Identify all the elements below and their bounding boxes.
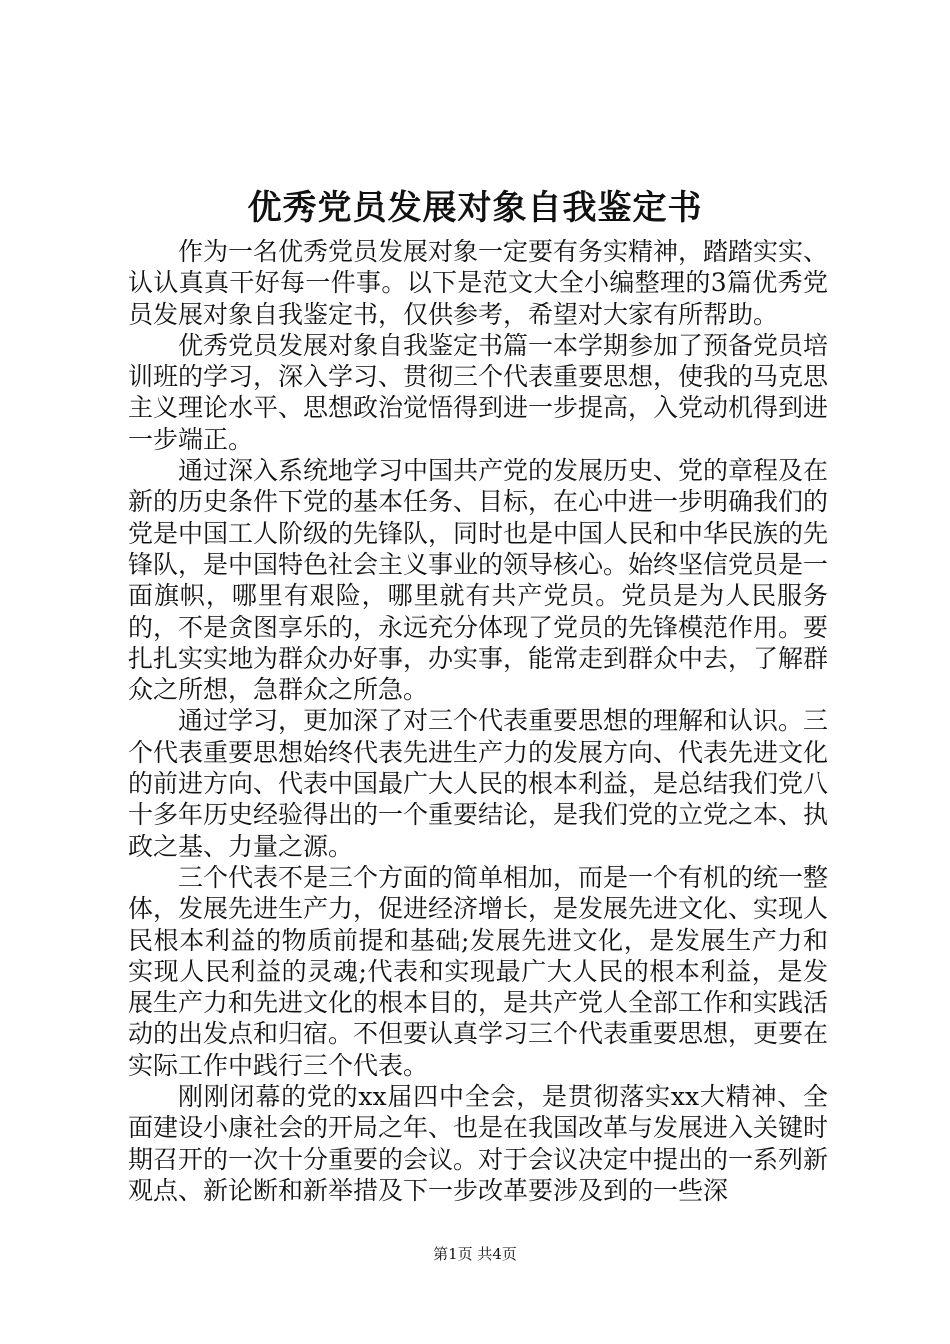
paragraph-1: 作为一名优秀党员发展对象一定要有务实精神，踏踏实实、认认真真干好每一件事。以下是范文大全小编整理的3篇优秀党员发展对象自我鉴定书，仅供参考，希望对大家有所帮助。 (128, 237, 829, 329)
document-title: 优秀党员发展对象自我鉴定书 (247, 188, 703, 228)
paragraph-6: 刚刚闭幕的党的xx届四中全会，是贯彻落实xx大精神、全面建设小康社会的开局之年、也是在我国改革与发展进入关键时期召开的一次十分重要的会议。对于会议决定中提出的一系列新观点、新论断和新举措及下一步改革要涉及到的一些深 (128, 1082, 829, 1205)
document-body (128, 236, 828, 1206)
page-number-footer: 第1页 共4页 (433, 1245, 517, 1263)
paragraph-4: 通过学习，更加深了对三个代表重要思想的理解和认识。三个代表重要思想始终代表先进生产力的发展方向、代表先进文化的前进方向、代表中国最广大人民的根本利益，是总结我们党八十多年历史经验得出的一个重要结论，是我们党的立党之本、执政之基、力量之源。 (128, 706, 829, 861)
paragraph-3: 通过深入系统地学习中国共产党的发展历史、党的章程及在新的历史条件下党的基本任务、目标，在心中进一步明确我们的党是中国工人阶级的先锋队，同时也是中国人民和中华民族的先锋队，是中国特色社会主义事业的领导核心。始终坚信党员是一面旗帜，哪里有艰险，哪里就有共产党员。党员是为人民服务的，不是贪图享乐的，永远充分体现了党员的先锋模范作用。要扎扎实实地为群众办好事，办实事，能常走到群众中去，了解群众之所想，急群众之所急。 (128, 456, 829, 705)
paragraph-2: 优秀党员发展对象自我鉴定书篇一本学期参加了预备党员培训班的学习，深入学习、贯彻三个代表重要思想，使我的马克思主义理论水平、思想政治觉悟得到进一步提高，入党动机得到进一步端正。 (128, 330, 829, 454)
paragraph-5: 三个代表不是三个方面的简单相加，而是一个有机的统一整体，发展先进生产力，促进经济增长，是发展先进文化、实现人民根本利益的物质前提和基础;发展先进文化，是发展生产力和实现人民利益的灵魂;代表和实现最广大人民的根本利益，是发展生产力和先进文化的根本目的，是共产党人全部工作和实践活动的出发点和归宿。不但要认真学习三个代表重要思想，更要在实际工作中践行三个代表。 (128, 862, 829, 1080)
